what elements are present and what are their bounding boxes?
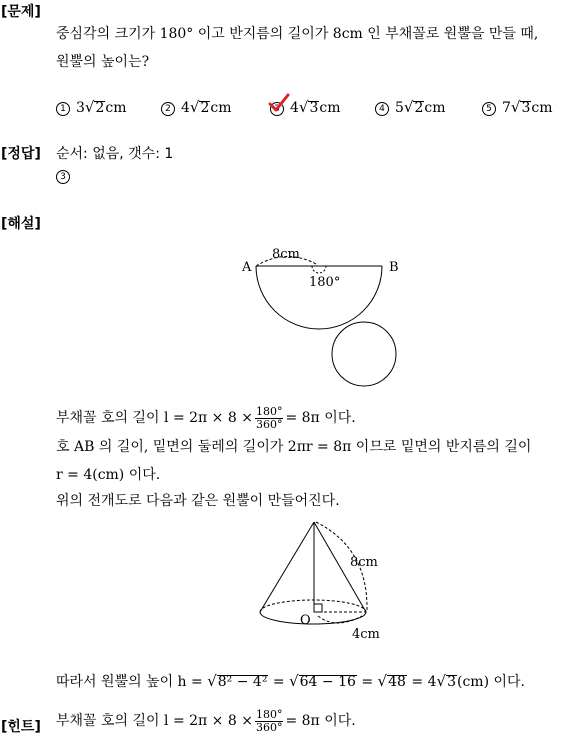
option-1[interactable]: 1 3√2cm bbox=[56, 98, 127, 116]
explanation-header: [해설] bbox=[1, 216, 41, 232]
answer-value bbox=[56, 168, 76, 184]
option-2[interactable]: 2 4√2cm bbox=[161, 98, 232, 116]
angle-mark bbox=[312, 266, 326, 273]
label-radius: 8cm bbox=[272, 247, 300, 262]
option-4[interactable]: 4 5√2cm bbox=[375, 98, 446, 116]
answer-number: 3 bbox=[56, 170, 70, 184]
answer-header: [정답] bbox=[1, 146, 41, 162]
option-3[interactable]: 3 4√3cm bbox=[270, 98, 341, 116]
label-a: A bbox=[242, 260, 252, 275]
option-number: 5 bbox=[482, 102, 496, 116]
option-number: 2 bbox=[161, 102, 175, 116]
label-origin: O bbox=[300, 613, 311, 628]
option-number: 4 bbox=[375, 102, 389, 116]
cone-base-front bbox=[260, 612, 366, 624]
explanation-line-2: 호 AB 의 길이, 밑면의 둘레의 길이가 2πr = 8π 이므로 밑면의 반지름의 길이 bbox=[56, 439, 532, 455]
cone-base-back bbox=[260, 600, 366, 612]
problem-line-2: 원뿔의 높이는? bbox=[56, 54, 150, 70]
cone-left-side bbox=[260, 522, 314, 612]
explanation-line-3: r = 4(cm) 이다. bbox=[56, 467, 161, 483]
hint-line: 부채꼴 호의 길이 l = 2π × 8 × $\frac{180^\circ}{360^\circ}$ = 8π 이다. bbox=[56, 707, 356, 734]
answer-meta: 순서: 없음, 갯수: 1 bbox=[56, 146, 174, 162]
checkmark-icon bbox=[268, 93, 290, 113]
problem-line-1: 중심각의 크기가 180° 이고 반지름의 길이가 8cm 인 부채꼴로 원뿔을 만들 때, bbox=[56, 26, 539, 42]
option-number: 3 bbox=[270, 102, 284, 116]
problem-header: [문제] bbox=[1, 4, 41, 20]
right-angle-mark bbox=[314, 604, 322, 612]
label-base-radius: 4cm bbox=[352, 627, 380, 642]
sector-net-diagram bbox=[236, 242, 412, 394]
explanation-line-4: 위의 전개도로 다음과 같은 원뿔이 만들어진다. bbox=[56, 493, 340, 509]
option-number: 1 bbox=[56, 102, 70, 116]
option-5[interactable]: 5 7√3cm bbox=[482, 98, 553, 116]
explanation-line-5: 따라서 원뿔의 높이 h = √8² − 4² = √64 − 16 = √48 = 4√3(cm) 이다. bbox=[56, 672, 525, 690]
cone-diagram bbox=[250, 518, 400, 648]
label-slant: 8cm bbox=[350, 555, 378, 570]
label-b: B bbox=[389, 260, 399, 275]
label-angle: 180° bbox=[309, 275, 341, 290]
explanation-line-1: 부채꼴 호의 길이 l = 2π × 8 × $\frac{180^\circ}{360^\circ}$ = 8π 이다. bbox=[56, 404, 356, 431]
base-circle bbox=[332, 322, 396, 386]
hint-header: [힌트] bbox=[1, 719, 41, 735]
